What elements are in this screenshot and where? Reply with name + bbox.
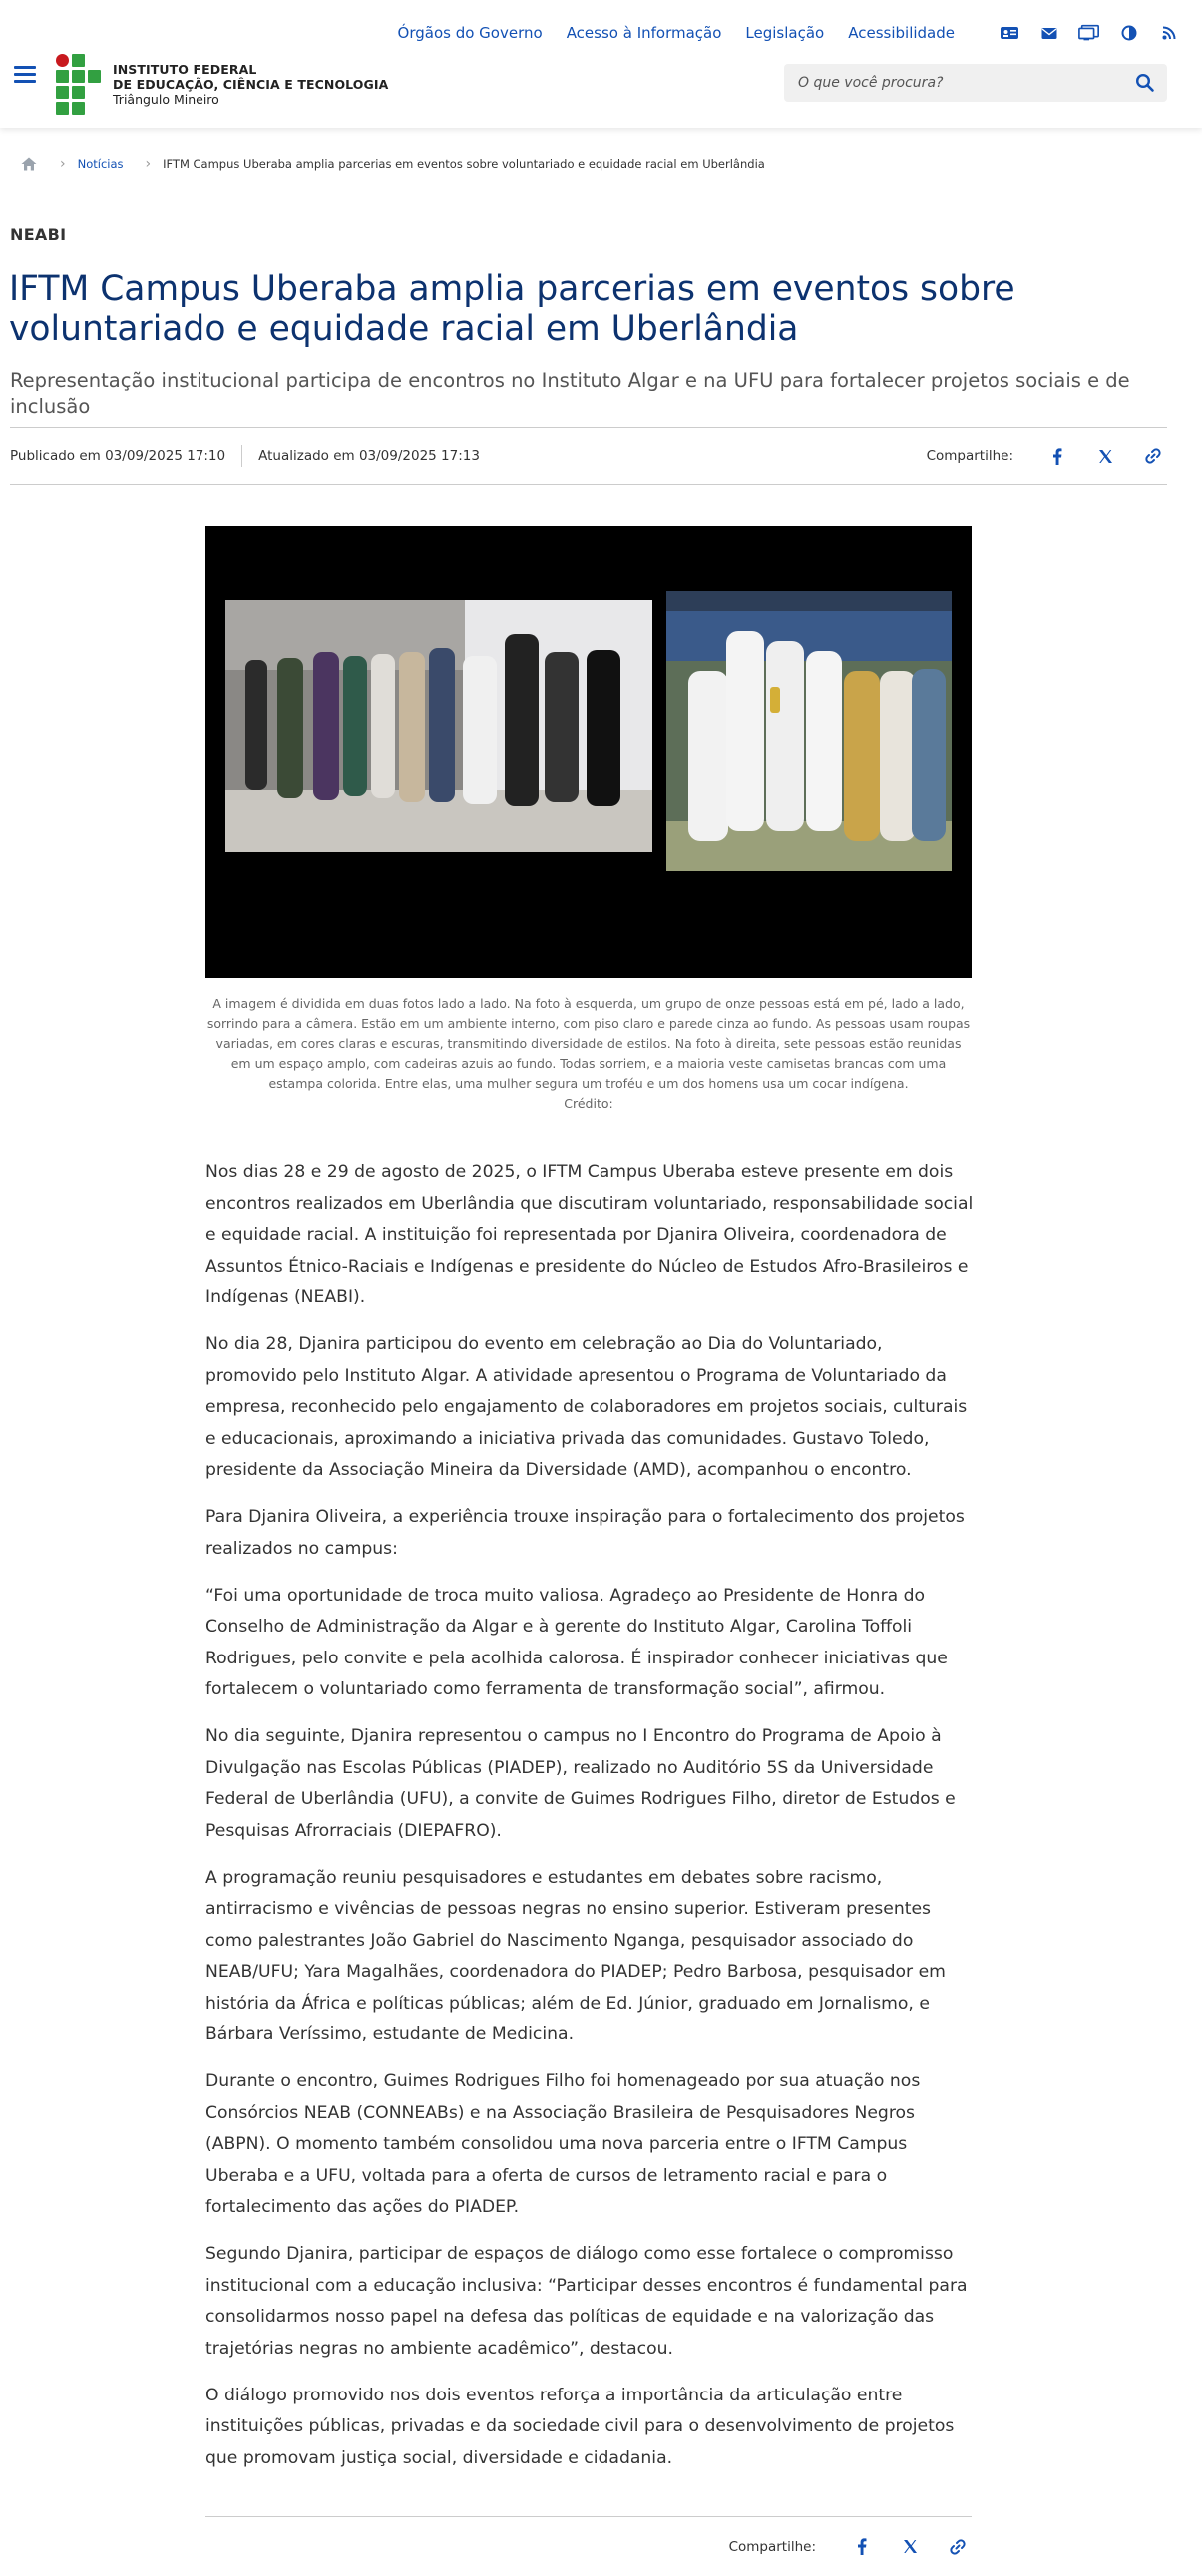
contrast-icon[interactable] <box>1118 22 1140 44</box>
page-title: IFTM Campus Uberaba amplia parcerias em eventos sobre voluntariado e equidade racial em Uberlândia <box>9 269 1015 349</box>
site-header <box>0 0 1202 128</box>
site-logo[interactable] <box>56 54 388 115</box>
home-icon[interactable] <box>20 156 38 172</box>
logo-line-1: INSTITUTO FEDERAL <box>113 62 257 77</box>
top-icons <box>981 22 1180 44</box>
search-icon[interactable] <box>1135 73 1155 93</box>
logo-text <box>113 62 388 107</box>
meta-divider <box>241 445 242 467</box>
caption-text: A imagem é dividida em duas fotos lado a lado. Na foto à esquerda, um grupo de onze pessoas está em pé, lado a lado, sorrindo para a câmera. Estão em um ambiente interno, com piso claro e parede cinza ao fundo. As pessoas usam roupas variadas, em cores claras e escuras, transmitindo diversidade de estilos. Na foto à direita, sete pessoas estão reunidas em um espaço amplo, com cadeiras azuis ao fundo. Todas sorriem, e a maioria veste camisetas brancas com uma estampa colorida. Entre elas, uma mulher segura um troféu e um dos homens usa um cocar indígena. <box>206 996 971 1091</box>
quote-paragraph: “Foi uma oportunidade de troca muito valiosa. Agradeço ao Presidente de Honra do Conselho de Administração da Algar e à gerente do Instituto Algar, Carolina Toffoli Rodrigues, pelo convite e pela acolhida calorosa. É inspirador conhecer iniciativas que fortalecem o voluntariado como ferramenta de transformação social”, afirmou. <box>205 1585 948 1699</box>
x-twitter-icon[interactable] <box>896 2533 924 2561</box>
share-bar-bottom <box>205 2516 972 2576</box>
share-bar-top <box>927 442 1167 470</box>
facebook-icon[interactable] <box>1043 442 1071 470</box>
paragraph: A programação reuniu pesquisadores e estudantes em debates sobre racismo, antirracismo e vivências de pessoas negras no ensino superior. Estiveram presentes como palestrantes João Gabriel do Nascimento Nganga, pesquisador associado do NEAB/UFU; Yara Magalhães, coordenadora do PIADEP; Pedro Barbosa, pesquisador em história da África e políticas públicas; além de Ed. Júnior, graduado em Jornalismo, e Bárbara Veríssimo, estudante de Medicina. <box>205 1867 946 2044</box>
image-caption <box>205 994 972 1114</box>
published-date: Publicado em 03/09/2025 17:10 <box>10 448 226 464</box>
paragraph: No dia 28, Djanira participou do evento em celebração ao Dia do Voluntariado, promovido pelo Instituto Algar. A atividade apresentou o Programa de Voluntariado da empresa, reconhecido pelo engajamento de colaboradores em projetos sociais, culturais e educacionais, aproximando a iniciativa privada das comunidades. Gustavo Toledo, presidente da Associação Mineira da Diversidade (AMD), acompanhou o encontro. <box>205 1334 968 1480</box>
link-acesso-informacao[interactable]: Acesso à Informação <box>566 24 722 42</box>
link-orgaos-governo[interactable]: Órgãos do Governo <box>397 24 543 42</box>
paragraph: Segundo Djanira, participar de espaços de diálogo como esse fortalece o compromisso institucional com a educação inclusiva: “Participar desses encontros é fundamental para consolidarmos nosso papel na defesa das políticas de equidade e na valorização das trajetórias negras no ambiente acadêmico”, destacou. <box>205 2244 968 2359</box>
x-twitter-icon[interactable] <box>1091 442 1119 470</box>
article-category: NEABI <box>10 225 67 244</box>
rss-icon[interactable] <box>1158 22 1180 44</box>
hamburger-menu-icon[interactable] <box>14 66 36 84</box>
paragraph: Para Djanira Oliveira, a experiência trouxe inspiração para o fortalecimento dos projetos realizados no campus: <box>205 1507 965 1559</box>
facebook-icon[interactable] <box>848 2533 876 2561</box>
envelope-icon[interactable] <box>1038 22 1060 44</box>
article-subtitle: Representação institucional participa de encontros no Instituto Algar e na UFU para fortalecer projetos sociais e de inclusão <box>10 369 1130 418</box>
paragraph: Durante o encontro, Guimes Rodrigues Filho foi homenageado por sua atuação nos Consórcios NEAB (CONNEABs) e na Associação Brasileira de Pesquisadores Negros (ABPN). O momento também consolidou uma nova parceria entre o IFTM Campus Uberaba e a UFU, voltada para a oferta de cursos de letramento racial e para o fortalecimento das ações do PIADEP. <box>205 2071 921 2217</box>
paragraph: Nos dias 28 e 29 de agosto de 2025, o IFTM Campus Uberaba esteve presente em dois encontros realizados em Uberlândia que discutiram voluntariado, responsabilidade social e equidade racial. A instituição foi representada por Djanira Oliveira, coordenadora de Assuntos Étnico-Raciais e Indígenas e presidente do Núcleo de Estudos Afro-Brasileiros e Indígenas (NEABI). <box>205 1162 974 1307</box>
search-input[interactable] <box>798 64 1117 102</box>
if-logo-mark-icon <box>56 54 101 115</box>
logo-line-3: Triângulo Mineiro <box>113 92 219 107</box>
photo-group-indoor <box>225 600 652 852</box>
logo-line-2: DE EDUCAÇÃO, CIÊNCIA E TECNOLOGIA <box>113 77 389 92</box>
photo-group-auditorium <box>666 591 952 871</box>
breadcrumb <box>20 156 765 172</box>
article-body <box>205 1157 979 2490</box>
share-label: Compartilhe: <box>728 2538 816 2555</box>
top-links <box>374 22 1180 44</box>
id-card-icon[interactable] <box>999 22 1020 44</box>
breadcrumb-link-noticias[interactable]: Notícias <box>77 157 124 171</box>
chevron-right-icon: › <box>145 156 152 172</box>
link-acessibilidade[interactable]: Acessibilidade <box>848 24 955 42</box>
paragraph: O diálogo promovido nos dois eventos reforça a importância da articulação entre instituições públicas, privadas e da sociedade civil para o desenvolvimento de projetos que promovam justiça social, diversidade e cidadania. <box>205 2385 955 2468</box>
computer-icon[interactable] <box>1078 22 1100 44</box>
chevron-right-icon: › <box>60 156 66 172</box>
link-icon[interactable] <box>944 2533 972 2561</box>
share-label: Compartilhe: <box>926 448 1013 464</box>
article-meta <box>10 427 1167 485</box>
paragraph: No dia seguinte, Djanira representou o campus no I Encontro do Programa de Apoio à Divulgação nas Escolas Públicas (PIADEP), realizado no Auditório 5S da Universidade Federal de Uberlândia (UFU), a convite de Guimes Rodrigues Filho, diretor de Estudos e Pesquisas Afrorraciais (DIEPAFRO). <box>205 1726 956 1841</box>
breadcrumb-current: IFTM Campus Uberaba amplia parcerias em eventos sobre voluntariado e equidade racial em Uberlândia <box>163 157 765 171</box>
updated-date: Atualizado em 03/09/2025 17:13 <box>258 448 480 464</box>
caption-credit: Crédito: <box>564 1096 613 1111</box>
link-icon[interactable] <box>1139 442 1167 470</box>
link-legislacao[interactable]: Legislação <box>745 24 825 42</box>
article-image <box>205 526 972 978</box>
search-box <box>784 64 1167 102</box>
